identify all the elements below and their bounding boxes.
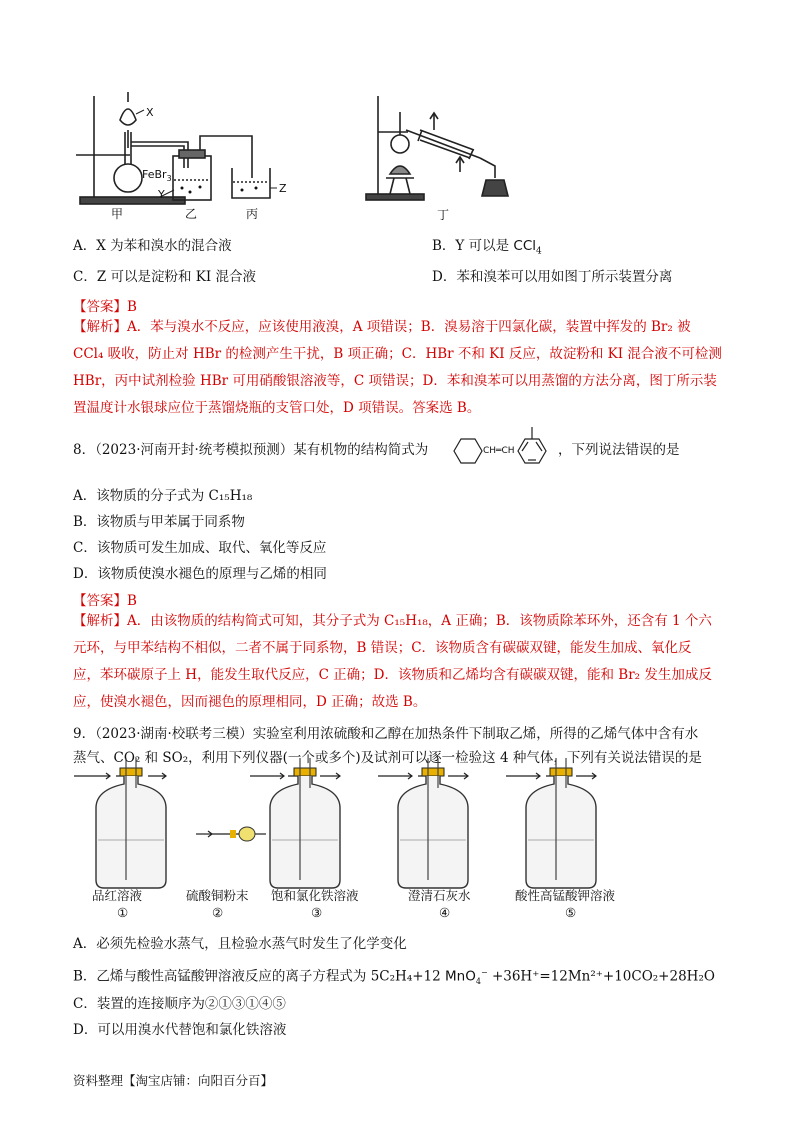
- apparatus-2-name: 硫酸铜粉末: [186, 888, 249, 903]
- q8-option-c: C．该物质可发生加成、取代、氧化等反应: [73, 540, 327, 556]
- label-ding: 丁: [437, 208, 450, 222]
- footer-note: 资料整理【淘宝店铺：向阳百分百】: [73, 1073, 274, 1088]
- apparatus-1-num: ①: [117, 905, 129, 920]
- q9-option-c: C．装置的连接顺序为②①③①④⑤: [73, 996, 286, 1012]
- q9-option-a: A．必须先检验水蒸气，且检验水蒸气时发生了化学变化: [73, 936, 407, 952]
- apparatus-2-num: ②: [212, 905, 224, 920]
- gas-washing-apparatus-figure: [70, 766, 710, 891]
- q7-analysis: 【解析】A．苯与溴水不反应，应该使用液溴，A 项错误；B．溴易溶于四氯化碳，装置中挥发的 Br₂ 被 CCl₄ 吸收，防止对 HBr 的检测产生干扰，B 项正确；C．HBr 不和 KI 反应，故淀粉和 KI 混合液不可检测 HBr，丙中试剂检验 HBr 可用硝酸银溶液等，C 项错误；D．苯和溴苯可以用蒸馏的方法分离，图丁所示装 置温度计水银球应位于蒸馏烧瓶的支管口处，D 项错误。答案选 B。: [73, 319, 722, 416]
- apparatus-3-num: ③: [311, 905, 323, 920]
- struct-label: CH═CH: [483, 446, 515, 456]
- label-febr3: FeBr$_3$: [142, 168, 172, 184]
- q9-option-b: B．乙烯与酸性高锰酸钾溶液反应的离子方程式为 5C₂H₄+12 MnO$_4$− +36H⁺=12Mn²⁺+10CO₂+28H₂O: [73, 968, 715, 987]
- q8-option-d: D．该物质使溴水褪色的原理与乙烯的相同: [73, 566, 327, 582]
- q8-stem: 8．（2023·河南开封·统考模拟预测）某有机物的结构简式为: [73, 442, 429, 458]
- apparatus-4-name: 澄清石灰水: [408, 888, 471, 903]
- apparatus-1-name: 品红溶液: [92, 888, 143, 903]
- q7-option-c: C．Z 可以是淀粉和 KI 混合液: [73, 269, 257, 285]
- q7-answer: 【答案】B: [73, 299, 137, 315]
- q9-stem: 9．（2023·湖南·校联考三模）实验室利用浓硫酸和乙醇在加热条件下制取乙烯，所得的乙烯气体中含有水 蒸气、CO₂ 和 SO₂，利用下列仪器(一个或多个)及试剂可以逐一检验这 4 种气体，下列有关说法错误的是: [73, 726, 702, 766]
- label-z: Z: [279, 182, 287, 195]
- q9-option-d: D．可以用溴水代替饱和氯化铁溶液: [73, 1022, 287, 1038]
- label-x: X: [146, 106, 154, 119]
- q8-option-a: A．该物质的分子式为 C₁₅H₁₈: [73, 488, 253, 504]
- q8-analysis: 【解析】A．由该物质的结构简式可知，其分子式为 C₁₅H₁₈，A 正确；B．该物质除苯环外，还含有 1 个六 元环，与甲苯结构不相似，二者不属于同系物，B 错误；C．该物质含有碳碳双键，能发生加成、氧化反 应，苯环碳原子上 H，能发生取代反应，C 正确；D．该物质和乙烯均含有碳碳双键，能和 Br₂ 发生加成反 应，使溴水褪色，因而褪色的原理相同，D 正确；故选 B。: [73, 613, 712, 710]
- label-bing: 丙: [246, 207, 259, 221]
- q7-option-d: D．苯和溴苯可以用如图丁所示装置分离: [432, 269, 673, 285]
- label-jia: 甲: [111, 207, 124, 221]
- q8-stem-post: ，下列说法错误的是: [558, 442, 680, 458]
- q7-option-b: B．Y 可以是 CCl$_4$: [432, 238, 542, 257]
- distillation-apparatus-ding-figure: [360, 92, 520, 207]
- apparatus-5-name: 酸性高锰酸钾溶液: [515, 888, 616, 903]
- label-yi: 乙: [185, 207, 198, 221]
- apparatus-3-name: 饱和氯化铁溶液: [271, 888, 359, 903]
- q8-answer: 【答案】B: [73, 593, 137, 609]
- apparatus-4-num: ④: [439, 905, 451, 920]
- label-y: Y: [158, 188, 165, 201]
- q8-option-b: B．该物质与甲苯属于同系物: [73, 514, 245, 530]
- apparatus-5-num: ⑤: [565, 905, 577, 920]
- q7-option-a: A．X 为苯和溴水的混合液: [73, 238, 232, 254]
